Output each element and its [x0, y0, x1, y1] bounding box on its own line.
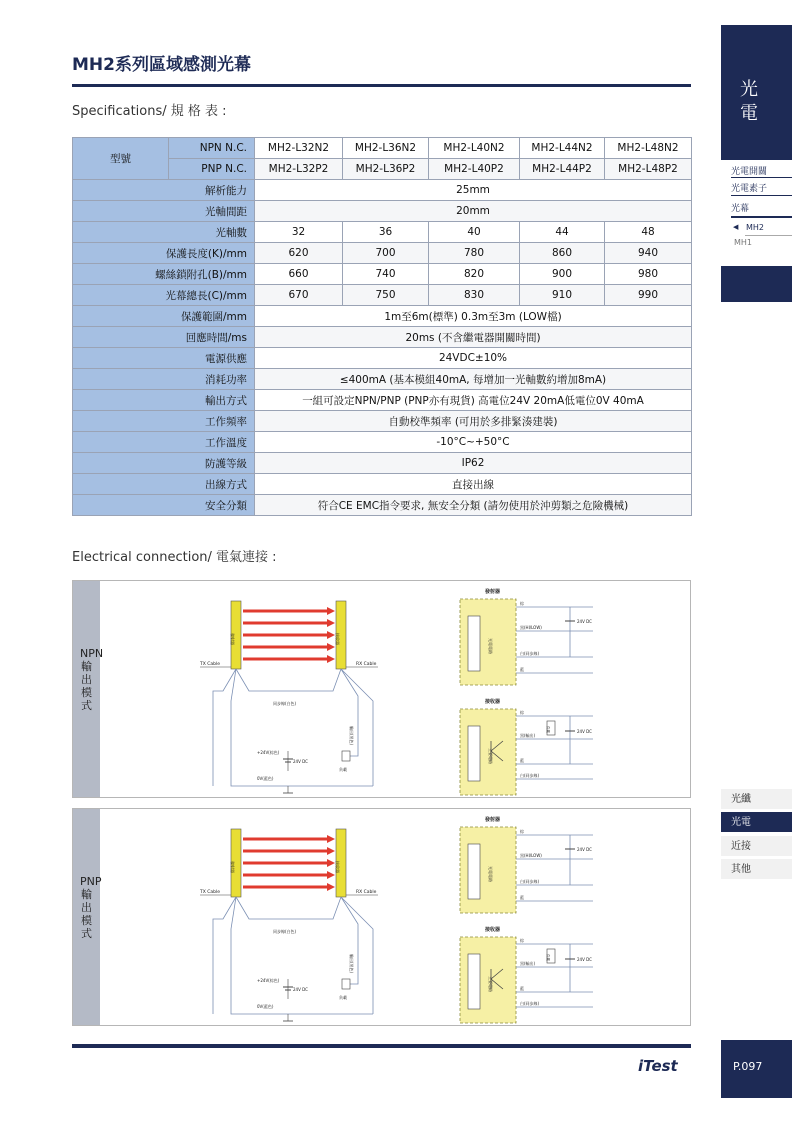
npn-model-cell: MH2-L32N2	[255, 138, 343, 159]
spec-value-cell: IP62	[255, 453, 692, 474]
wire-sync	[236, 897, 341, 919]
page-title: MH2系列區域感測光幕	[72, 55, 251, 75]
spec-value-cell: 820	[429, 264, 520, 285]
spec-value-cell: 990	[605, 285, 692, 306]
receiver-circuit-label: 主要電路	[488, 976, 493, 992]
table-row	[73, 285, 692, 306]
load-box	[342, 751, 350, 761]
spec-value-cell: 符合CE EMC指令要求, 無安全分類 (請勿使用於沖剪類之危險機械)	[255, 495, 692, 516]
spec-value-cell: 750	[343, 285, 429, 306]
npn-side-label: NPN輸出模式	[80, 647, 104, 712]
model-label-cell: 型號	[73, 138, 169, 180]
spec-value-cell: 900	[520, 264, 605, 285]
beam-arrowhead	[327, 643, 335, 651]
emitter-terminal-label: 白(同步線)	[520, 879, 540, 884]
side-sub-item-mh2-label[interactable]: MH2	[746, 223, 765, 232]
receiver-supply-label: 24V DC	[577, 957, 592, 962]
emitter-circuit-box	[468, 616, 480, 671]
rx-cable-label: RX Cable	[356, 890, 377, 895]
spec-value-cell: 860	[520, 243, 605, 264]
power-wire-label: +24V(棕色)	[257, 750, 280, 755]
beam-arrowhead	[327, 835, 335, 843]
pnp-wiring-svg	[73, 809, 690, 1025]
category-fiber[interactable]: 光纖	[721, 789, 792, 810]
output-wire-label: 輸出(黑色)	[349, 954, 354, 974]
emitter-supply-label: 24V DC	[577, 847, 592, 852]
table-row	[73, 474, 692, 495]
spec-value-cell: 48	[605, 222, 692, 243]
table-row	[73, 201, 692, 222]
category-other[interactable]: 其他	[721, 859, 792, 880]
beam-arrowhead	[327, 607, 335, 615]
emitter-bar-label: 發射器	[230, 633, 235, 645]
emitter-terminal-label: 白(同步線)	[520, 651, 540, 656]
bottom-rule	[72, 1044, 691, 1048]
receiver-terminal-label: 藍	[520, 758, 524, 763]
emitter-circuit-label: 光電電路	[488, 866, 493, 882]
emitter-terminal-label: 藍	[520, 895, 524, 900]
spec-value-cell: -10°C~+50°C	[255, 432, 692, 453]
divider	[731, 195, 792, 196]
spec-value-cell: 32	[255, 222, 343, 243]
emitter-box-title: 發射器	[485, 589, 501, 595]
receiver-supply-label: 24V DC	[577, 729, 592, 734]
emitter-terminal-label: 黑(HI/LOW)	[520, 625, 542, 630]
receiver-terminal-label: 棕	[520, 710, 524, 715]
emitter-circuit-label: 光電電路	[488, 638, 493, 654]
beam-arrowhead	[327, 847, 335, 855]
spec-value-cell: 40	[429, 222, 520, 243]
spec-value-cell: 44	[520, 222, 605, 243]
supply-voltage-label: 24V DC	[293, 759, 308, 764]
receiver-bar-label: 接收器	[335, 633, 340, 645]
spec-label-cell: 保護長度(K)/mm	[73, 243, 255, 264]
receiver-load-label: 負載	[546, 954, 550, 961]
npn-model-cell: MH2-L44N2	[520, 138, 605, 159]
spec-label-cell: 輸出方式	[73, 390, 255, 411]
beam-arrowhead	[327, 631, 335, 639]
emitter-terminal-label: 棕	[520, 829, 524, 834]
npn-label-cell: NPN N.C.	[169, 138, 255, 159]
pnp-model-cell: MH2-L48P2	[605, 159, 692, 180]
pnp-label-cell: PNP N.C.	[169, 159, 255, 180]
spec-heading: Specifications/ 規 格 表 :	[72, 104, 227, 119]
table-row	[73, 453, 692, 474]
receiver-circuit-label: 主要電路	[488, 748, 493, 764]
sync-wire-label: 同步線(白色)	[273, 701, 297, 706]
load-label: 負載	[339, 995, 347, 1000]
spec-value-cell: 20ms (不含繼電器開關時間)	[255, 327, 692, 348]
spec-label-cell: 螺絲鎖附孔(B)/mm	[73, 264, 255, 285]
table-row	[73, 138, 692, 159]
table-row	[73, 222, 692, 243]
zero-wire-label: 0V(藍色)	[257, 776, 274, 781]
table-row	[73, 432, 692, 453]
spec-value-cell: 700	[343, 243, 429, 264]
spec-label-cell: 防護等級	[73, 453, 255, 474]
spec-label-cell: 解析能力	[73, 180, 255, 201]
side-item-light-curtain[interactable]: 光幕	[731, 204, 750, 214]
output-wire-label: 輸出(黑色)	[349, 726, 354, 746]
spec-value-cell: 740	[343, 264, 429, 285]
title-rule	[72, 84, 691, 87]
side-sub-item-mh1[interactable]: MH1	[734, 238, 753, 247]
emitter-terminal-label: 黑(HI/LOW)	[520, 853, 542, 858]
receiver-bar-label: 接收器	[335, 861, 340, 873]
spec-value-cell: 36	[343, 222, 429, 243]
spec-value-cell: 620	[255, 243, 343, 264]
receiver-terminal-label: 黑(輸出)	[520, 733, 536, 738]
spec-value-cell: 980	[605, 264, 692, 285]
receiver-terminal-label: 棕	[520, 938, 524, 943]
spec-value-cell: ≤400mA (基本模組40mA, 每增加一光軸數約增加8mA)	[255, 369, 692, 390]
supply-voltage-label: 24V DC	[293, 987, 308, 992]
spec-label-cell: 出線方式	[73, 474, 255, 495]
emitter-supply-label: 24V DC	[577, 619, 592, 624]
npn-model-cell: MH2-L40N2	[429, 138, 520, 159]
power-wire-label: +24V(棕色)	[257, 978, 280, 983]
table-row	[73, 411, 692, 432]
load-label: 負載	[339, 767, 347, 772]
spec-value-cell: 670	[255, 285, 343, 306]
brand-logo: iTest	[638, 1057, 678, 1075]
receiver-box-title: 接收器	[485, 927, 501, 933]
spec-value-cell: 1m至6m(標準) 0.3m至3m (LOW檔)	[255, 306, 692, 327]
spec-value-cell: 780	[429, 243, 520, 264]
spec-value-cell: 940	[605, 243, 692, 264]
npn-diagram	[72, 580, 691, 798]
spec-value-cell: 910	[520, 285, 605, 306]
elec-heading: Electrical connection/ 電氣連接 :	[72, 550, 277, 565]
table-row	[73, 369, 692, 390]
spec-table	[72, 137, 692, 516]
wire-sync	[236, 669, 341, 691]
table-row	[73, 390, 692, 411]
receiver-terminal-label: 藍	[520, 986, 524, 991]
emitter-bar-label: 發射器	[230, 861, 235, 873]
spec-label-cell: 光軸數	[73, 222, 255, 243]
side-item-photo-switch[interactable]: 光電開關	[731, 167, 768, 177]
spec-label-cell: 工作溫度	[73, 432, 255, 453]
wire-brown	[213, 897, 236, 1014]
page-number: P.097	[733, 1060, 763, 1073]
receiver-terminal-label: 白(同步線)	[520, 773, 540, 778]
beam-arrowhead	[327, 655, 335, 663]
spec-label-cell: 回應時間/ms	[73, 327, 255, 348]
npn-model-cell: MH2-L36N2	[343, 138, 429, 159]
spec-label-cell: 光幕總長(C)/mm	[73, 285, 255, 306]
spec-label-cell: 安全分類	[73, 495, 255, 516]
receiver-box-title: 接收器	[485, 699, 501, 705]
spec-value-cell: 20mm	[255, 201, 692, 222]
pnp-model-cell: MH2-L36P2	[343, 159, 429, 180]
spec-label-cell: 保護範圍/mm	[73, 306, 255, 327]
spec-label-cell: 光軸間距	[73, 201, 255, 222]
receiver-terminal-label: 白(同步線)	[520, 1001, 540, 1006]
spec-value-cell: 24VDC±10%	[255, 348, 692, 369]
category-proximity[interactable]: 近接	[721, 836, 792, 857]
pnp-side-label: PNP輸出模式	[80, 875, 102, 940]
side-decor-block	[721, 266, 792, 302]
receiver-circuit-box	[468, 726, 480, 781]
divider	[745, 235, 792, 236]
rx-cable-label: RX Cable	[356, 662, 377, 667]
side-category-label: 光電	[740, 79, 758, 124]
emitter-box-title: 發射器	[485, 817, 501, 823]
side-item-photo-element[interactable]: 光電素子	[731, 184, 768, 194]
beam-arrowhead	[327, 619, 335, 627]
npn-model-cell: MH2-L48N2	[605, 138, 692, 159]
load-box	[342, 979, 350, 989]
receiver-terminal-label: 黑(輸出)	[520, 961, 536, 966]
table-row	[73, 495, 692, 516]
table-row	[73, 327, 692, 348]
divider	[731, 216, 792, 218]
zero-wire-label: 0V(藍色)	[257, 1004, 274, 1009]
spec-value-cell: 自動校準頻率 (可用於多排緊湊建裝)	[255, 411, 692, 432]
table-row	[73, 348, 692, 369]
beam-arrowhead	[327, 883, 335, 891]
spec-label-cell: 消耗功率	[73, 369, 255, 390]
spec-value-cell: 660	[255, 264, 343, 285]
sync-wire-label: 同步線(白色)	[273, 929, 297, 934]
spec-value-cell: 25mm	[255, 180, 692, 201]
tx-cable-label: TX Cable	[200, 662, 221, 667]
beam-arrowhead	[327, 871, 335, 879]
spec-value-cell: 一組可設定NPN/PNP (PNP亦有現貨) 高電位24V 20mA低電位0V 40mA	[255, 390, 692, 411]
pnp-model-cell: MH2-L44P2	[520, 159, 605, 180]
receiver-circuit-box	[468, 954, 480, 1009]
spec-label-cell: 電源供應	[73, 348, 255, 369]
arrow-left-icon: ◀	[733, 223, 739, 231]
table-row	[73, 243, 692, 264]
table-row	[73, 180, 692, 201]
spec-value-cell: 直接出線	[255, 474, 692, 495]
divider	[731, 177, 792, 178]
table-row	[73, 264, 692, 285]
beam-arrowhead	[327, 859, 335, 867]
pnp-model-cell: MH2-L32P2	[255, 159, 343, 180]
pnp-model-cell: MH2-L40P2	[429, 159, 520, 180]
emitter-terminal-label: 藍	[520, 667, 524, 672]
emitter-terminal-label: 棕	[520, 601, 524, 606]
pnp-diagram	[72, 808, 691, 1026]
npn-wiring-svg	[73, 581, 690, 797]
wire-brown	[213, 669, 236, 786]
category-photoelectric[interactable]: 光電	[721, 812, 792, 833]
tx-cable-label: TX Cable	[200, 890, 221, 895]
spec-value-cell: 830	[429, 285, 520, 306]
emitter-circuit-box	[468, 844, 480, 899]
receiver-load-label: 負載	[546, 726, 550, 733]
table-row	[73, 306, 692, 327]
spec-label-cell: 工作頻率	[73, 411, 255, 432]
